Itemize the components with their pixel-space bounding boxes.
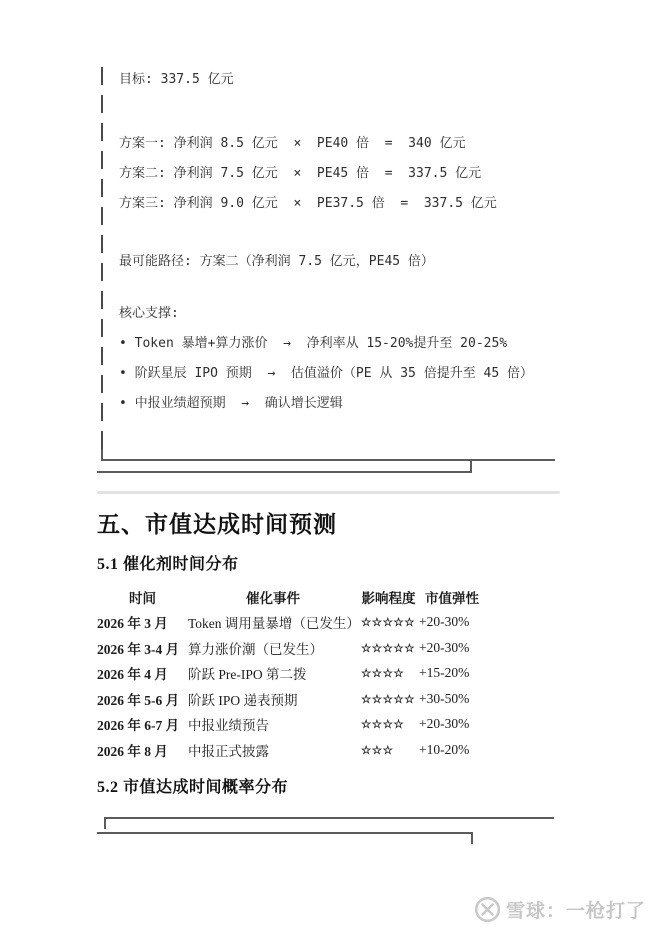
cell-time: 2026 年 4 月 <box>97 667 168 683</box>
table-row <box>97 661 487 687</box>
section-divider <box>97 491 560 494</box>
next-box-top-corner-right <box>471 832 473 844</box>
cell-time: 2026 年 3 月 <box>97 616 168 632</box>
quote-box-left-border <box>101 67 103 457</box>
catalyst-table <box>97 584 487 763</box>
quote-line: 最可能路径: 方案二（净利润 7.5 亿元，PE45 倍） <box>119 254 434 269</box>
watermark-text: 雪球：一枪打了 <box>506 901 647 922</box>
cell-event: 中报正式披露 <box>188 743 269 759</box>
cell-elasticity: +20-30% <box>419 716 470 732</box>
cell-elasticity: +20-30% <box>419 614 470 630</box>
subsection-heading-5-2: 5.2 市值达成时间概率分布 <box>97 779 289 796</box>
cell-event: 算力涨价潮（已发生） <box>188 641 323 657</box>
cell-impact: ☆☆☆ <box>361 744 394 757</box>
cell-event: 中报业绩预告 <box>188 718 269 734</box>
next-box-top-border-2 <box>97 832 473 834</box>
table-row <box>97 686 487 712</box>
next-box-top-border-1 <box>104 817 554 819</box>
xueqiu-logo-icon <box>474 896 501 923</box>
quote-line: 方案二: 净利润 7.5 亿元 × PE45 倍 = 337.5 亿元 <box>119 166 482 181</box>
cell-elasticity: +20-30% <box>419 639 470 655</box>
quote-line: • Token 暴增+算力涨价 → 净利率从 15-20%提升至 20-25% <box>119 336 508 351</box>
cell-elasticity: +15-20% <box>419 665 470 681</box>
xueqiu-watermark <box>474 896 646 923</box>
cell-time: 2026 年 8 月 <box>97 743 168 759</box>
cell-time: 2026 年 6-7 月 <box>97 718 180 734</box>
cell-impact: ☆☆☆☆☆ <box>361 642 416 655</box>
cell-impact: ☆☆☆☆☆ <box>361 693 416 706</box>
cell-impact: ☆☆☆☆ <box>361 719 405 732</box>
table-row <box>97 737 487 763</box>
header-time: 时间 <box>129 590 156 606</box>
table-row <box>97 635 487 661</box>
header-elasticity: 市值弹性 <box>425 590 479 606</box>
cell-elasticity: +30-50% <box>419 690 470 706</box>
cell-impact: ☆☆☆☆ <box>361 668 405 681</box>
quote-box-bottom-border-1 <box>101 459 555 461</box>
cell-impact: ☆☆☆☆☆ <box>361 617 416 630</box>
quote-box-bottom-border-2 <box>97 471 472 473</box>
quote-box-bottom-corner-right <box>470 461 472 473</box>
table-row <box>97 712 487 738</box>
cell-time: 2026 年 3-4 月 <box>97 641 180 657</box>
cell-event: 阶跃 IPO 递表预期 <box>188 692 298 708</box>
cell-event: 阶跃 Pre-IPO 第二拨 <box>188 667 307 683</box>
header-impact: 影响程度 <box>361 590 416 606</box>
cell-event: Token 调用量暴增（已发生） <box>188 616 360 632</box>
table-row <box>97 610 487 636</box>
quote-line: 方案一: 净利润 8.5 亿元 × PE40 倍 = 340 亿元 <box>119 136 466 151</box>
header-event: 催化事件 <box>246 590 300 606</box>
quote-line: 方案三: 净利润 9.0 亿元 × PE37.5 倍 = 337.5 亿元 <box>119 196 497 211</box>
quote-line: • 中报业绩超预期 → 确认增长逻辑 <box>119 396 343 411</box>
quote-line: 目标: 337.5 亿元 <box>119 72 234 87</box>
subsection-heading-5-1: 5.1 催化剂时间分布 <box>97 556 239 573</box>
cell-time: 2026 年 5-6 月 <box>97 692 180 708</box>
cell-elasticity: +10-20% <box>419 741 470 757</box>
table-header-row <box>97 584 487 610</box>
quote-line: • 阶跃星辰 IPO 预期 → 估值溢价（PE 从 35 倍提升至 45 倍） <box>119 366 534 381</box>
section-heading: 五、市值达成时间预测 <box>97 512 337 537</box>
quote-line: 核心支撑: <box>119 306 179 321</box>
